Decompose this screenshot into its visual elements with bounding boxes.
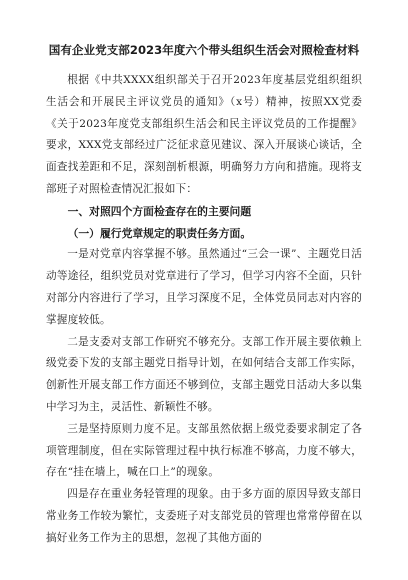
- body-paragraph-4: 四是存在重业务轻管理的现象。由于多方面的原因导致支部日常业务工作较为繁忙，支委班子对支部党员的管理也常常停留在以搞好业务工作为主的思想，忽视了其他方面的: [46, 488, 362, 544]
- body-paragraph-1: 一是对党章内容掌握不够。虽然通过“三会一课”、主题党日活动等途径，组织党员对党章进行了学习，但学习内容不全面，只针对部分内容进行了学习，且学习深度不足，全体党员同志对内容的掌握度较低。: [46, 248, 362, 326]
- document-title: 国有企业党支部2023年度六个带头组织生活会对照检查材料: [48, 43, 360, 57]
- body-paragraph-2: 二是支委对支部工作研究不够充分。支部工作开展主要依赖上级党委下发的支部主题党日指导计划，在如何结合支部工作实际，创新性开展支部工作方面还不够到位，支部主题党日活动大多以集中学习为主，灵活性、新颖性不够。: [46, 335, 362, 413]
- subsection-heading: （一）履行党章规定的职责任务方面。: [67, 226, 252, 240]
- body-paragraph-3: 三是坚持原则力度不足。支部虽然依据上级党委要求制定了各项管理制度，但在实际管理过程中执行标准不够高，力度不够大，存在“挂在墙上，喊在口上”的现象。: [46, 422, 362, 479]
- section-heading: 一、对照四个方面检查存在的主要问题: [67, 204, 252, 218]
- intro-paragraph: 根据《中共XXXX组织部关于召开2023年度基层党组织组织生活会和开展民主评议党员的通知》（x号）精神，按照XX党委《关于2023年度党支部组织生活会和民主评议党员的工作提醒》要求，XXX党支部经过广泛征求意见建议、深入开展谈心谈话，全面查找差距和不足，深刻剖析根源，明确努力方向和措施。现将支部班子对照检查情况汇报如下：: [46, 74, 362, 195]
